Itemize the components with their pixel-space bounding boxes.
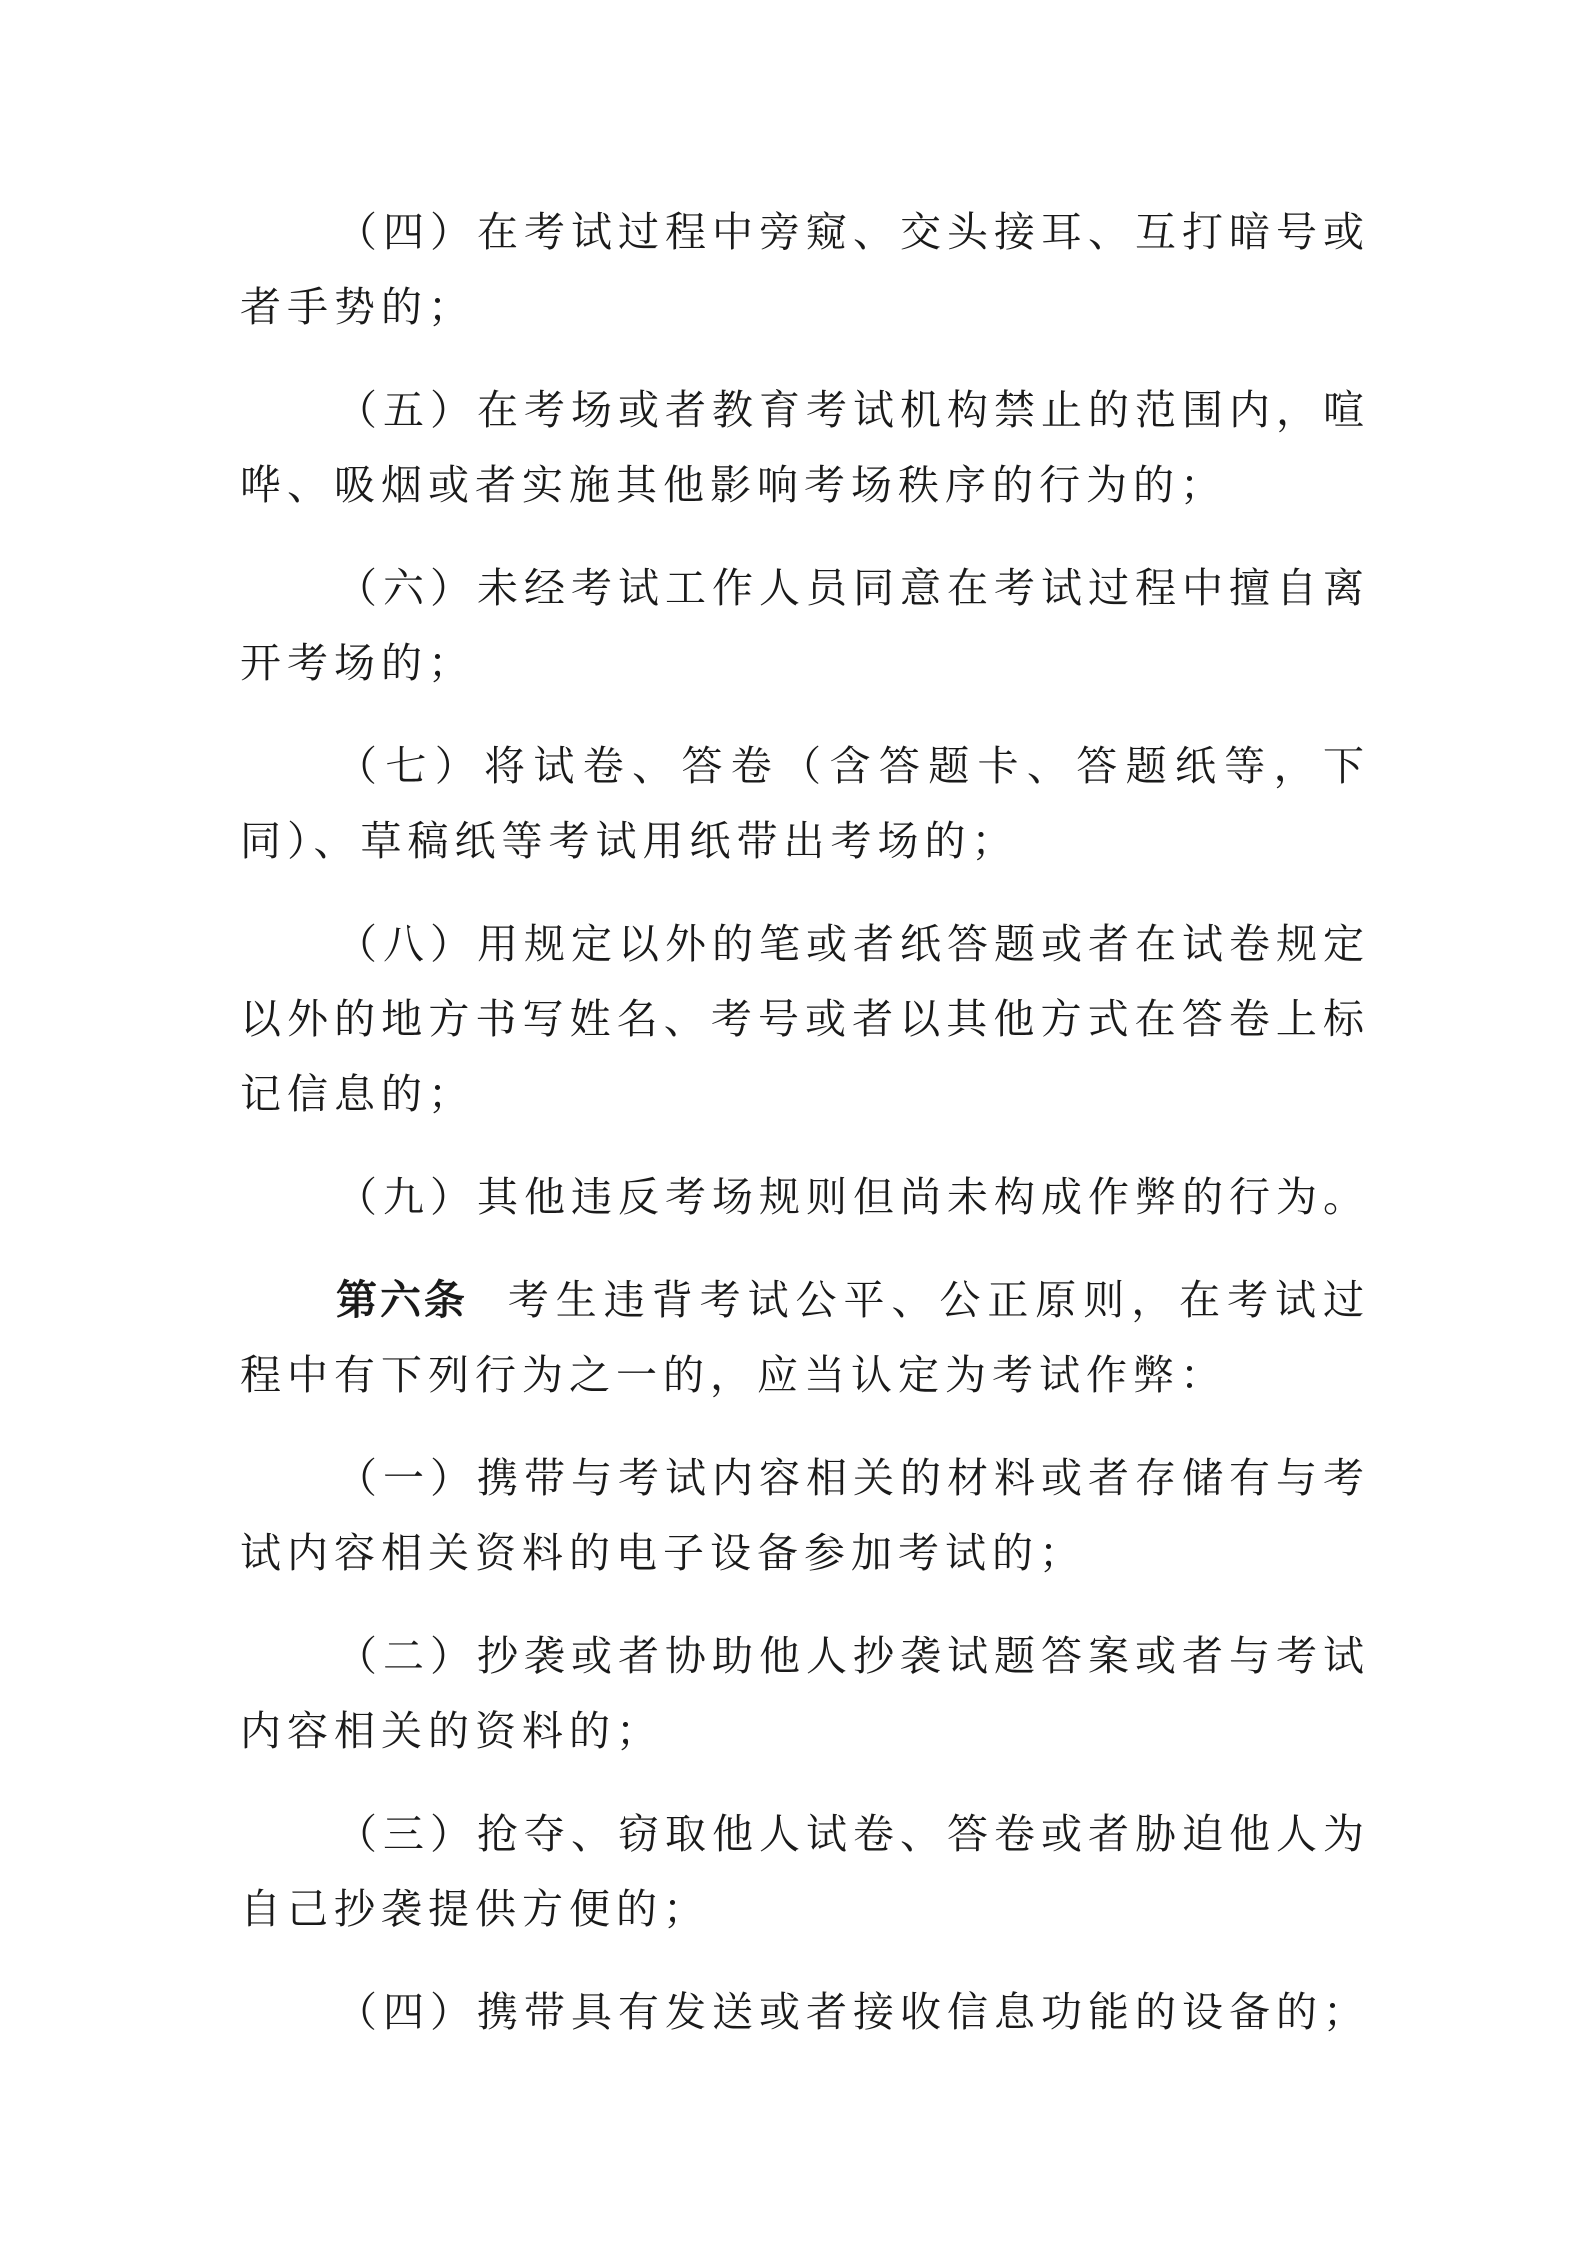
article-text: 考生违背考试公平、公正原则，在考试过程中有下列行为之一的，应当认定为考试作弊：: [240, 1276, 1371, 1399]
article-six: [240, 1263, 1370, 1413]
cheating-item-four: （四）携带具有发送或者接收信息功能的设备的；: [336, 1988, 1370, 2036]
article-number: 第六条: [336, 1276, 468, 1324]
clause-five: （五）在考场或者教育考试机构禁止的范围内，喧哗、吸烟或者实施其他影响考场秩序的行为的；: [240, 386, 1370, 509]
cheating-item-one: （一）携带与考试内容相关的材料或者存储有与考试内容相关资料的电子设备参加考试的；: [240, 1454, 1370, 1577]
document-body: [240, 195, 1370, 2078]
clause-eight: （八）用规定以外的笔或者纸答题或者在试卷规定以外的地方书写姓名、考号或者以其他方式在答卷上标记信息的；: [240, 920, 1370, 1118]
clause-four: （四）在考试过程中旁窥、交头接耳、互打暗号或者手势的；: [240, 208, 1370, 331]
cheating-item-three: （三）抢夺、窃取他人试卷、答卷或者胁迫他人为自己抄袭提供方便的；: [240, 1810, 1370, 1933]
clause-nine: （九）其他违反考场规则但尚未构成作弊的行为。: [336, 1173, 1370, 1221]
clause-six: （六）未经考试工作人员同意在考试过程中擅自离开考场的；: [240, 564, 1370, 687]
clause-seven: （七）将试卷、答卷（含答题卡、答题纸等，下同）、草稿纸等考试用纸带出考场的；: [240, 742, 1370, 865]
cheating-item-two: （二）抄袭或者协助他人抄袭试题答案或者与考试内容相关的资料的；: [240, 1632, 1370, 1755]
